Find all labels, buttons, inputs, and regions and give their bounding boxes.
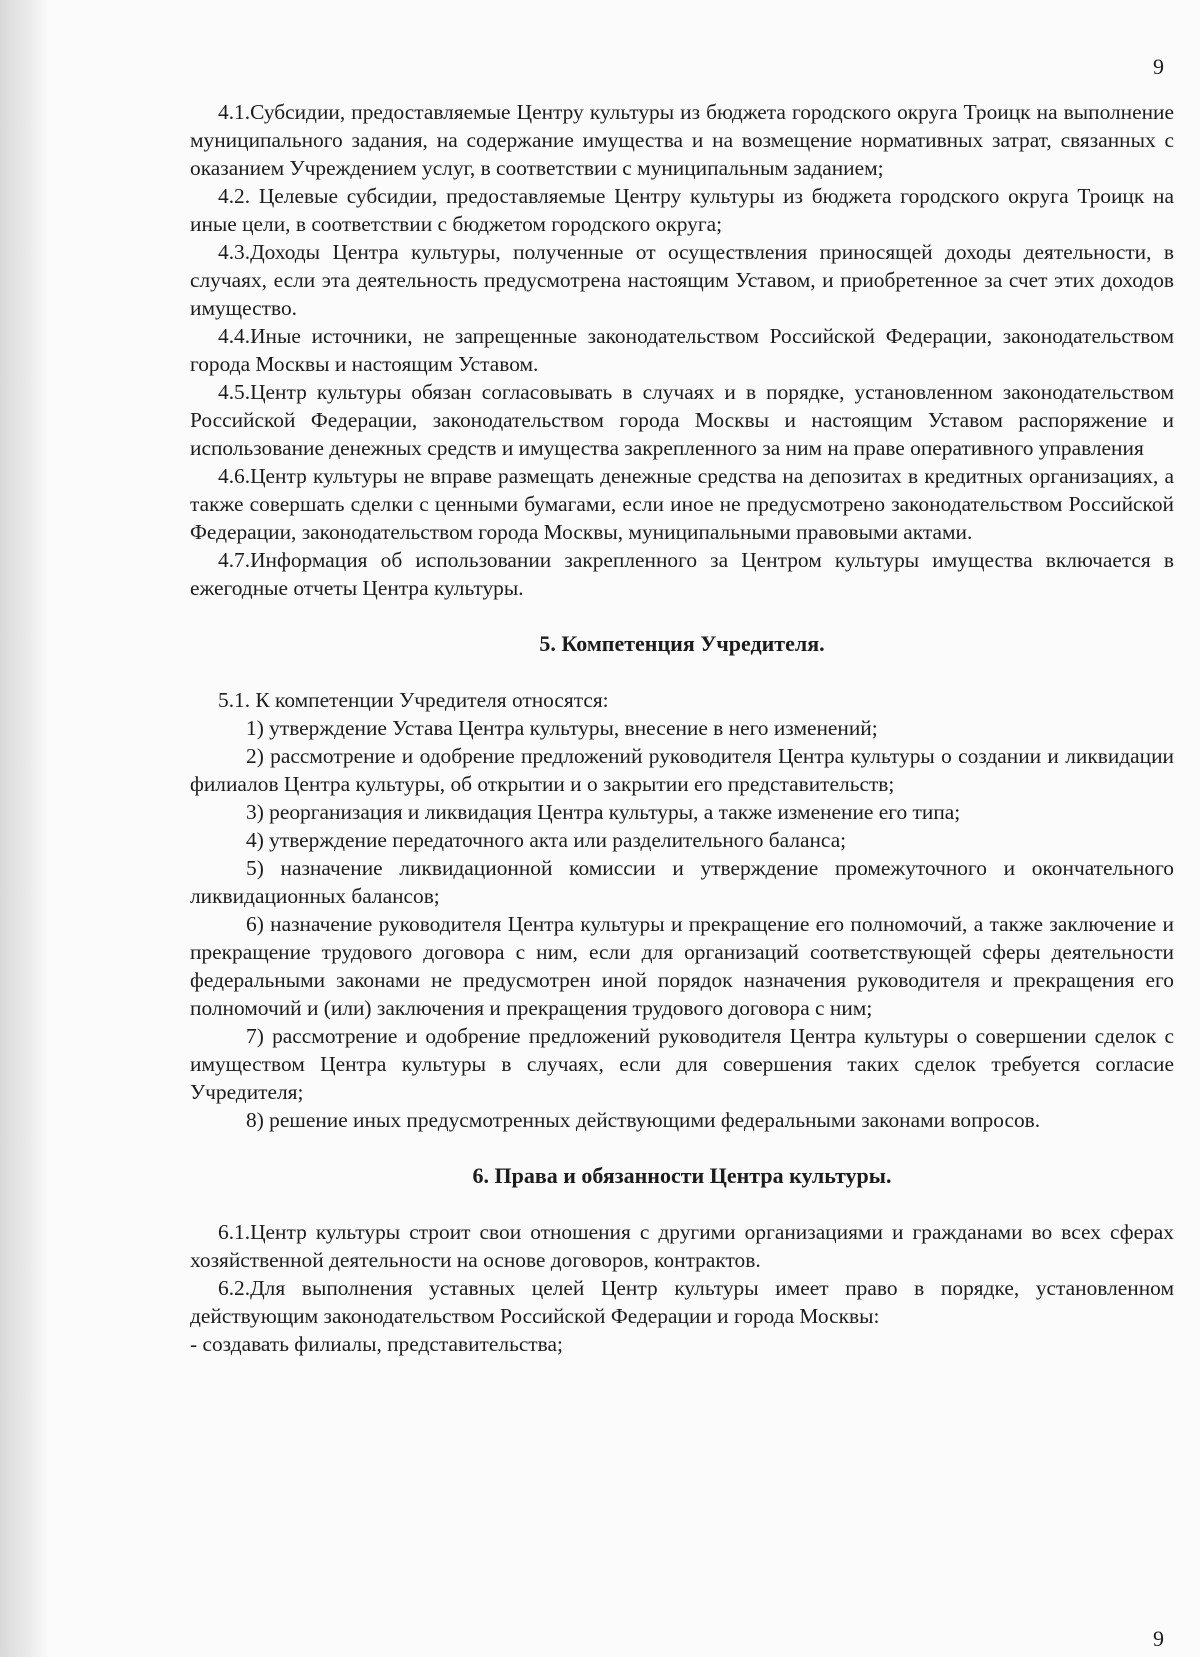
list-item-6-2-1: - создавать филиалы, представительства;	[190, 1332, 563, 1356]
scan-shadow-edge	[0, 0, 48, 1657]
paragraph-4-4: 4.4.Иные источники, не запрещенные законодательством Российской Федерации, законодательством города Москвы и настоящим Уставом.	[190, 324, 1174, 376]
paragraph-5-1: 5.1. К компетенции Учредителя относятся:	[218, 688, 609, 712]
list-item-5-1-5: 5) назначение ликвидационной комиссии и утверждение промежуточного и окончательного ликвидационных балансов;	[190, 856, 1174, 908]
paragraph-4-5: 4.5.Центр культуры обязан согласовывать в случаях и в порядке, установленном законодательством Российской Федерации, законодательством города Москвы и настоящим Уставом распоряжение и использование денежных средств и имущества закрепленного за ним на праве оперативного управления	[190, 380, 1174, 460]
section-5-heading: 5. Компетенция Учредителя.	[539, 631, 825, 656]
list-item-5-1-6: 6) назначение руководителя Центра культуры и прекращение его полномочий, а также заключение и прекращение трудового договора с ним, если для организаций соответствующей сферы деятельности федеральными законами не предусмотрен иной порядок назначения руководителя и прекращения его полномочий и (или) заключения и прекращения трудового договора с ним;	[190, 912, 1174, 1020]
document-body	[190, 98, 1174, 1358]
list-item-5-1-4: 4) утверждение передаточного акта или разделительного баланса;	[246, 828, 847, 852]
paragraph-4-6: 4.6.Центр культуры не вправе размещать денежные средства на депозитах в кредитных организациях, а также совершать сделки с ценными бумагами, если иное не предусмотрено законодательством Российской Федерации, законодательством города Москвы, муниципальными правовыми актами.	[190, 464, 1174, 544]
paragraph-4-3: 4.3.Доходы Центра культуры, полученные от осуществления приносящей доходы деятельности, в случаях, если эта деятельность предусмотрена настоящим Уставом, и приобретенное за счет этих доходов имущество.	[190, 240, 1174, 320]
list-item-5-1-2: 2) рассмотрение и одобрение предложений руководителя Центра культуры о создании и ликвидации филиалов Центра культуры, об открытии и о закрытии его представительств;	[190, 744, 1174, 796]
list-item-5-1-7: 7) рассмотрение и одобрение предложений руководителя Центра культуры о совершении сделок с имуществом Центра культуры в случаях, если для совершения таких сделок требуется согласие Учредителя;	[190, 1024, 1174, 1104]
paragraph-6-1: 6.1.Центр культуры строит свои отношения с другими организациями и гражданами во всех сферах хозяйственной деятельности на основе договоров, контрактов.	[190, 1220, 1174, 1272]
page-number-top: 9	[1153, 54, 1164, 79]
list-item-5-1-3: 3) реорганизация и ликвидация Центра культуры, а также изменение его типа;	[246, 800, 961, 824]
section-6-heading: 6. Права и обязанности Центра культуры.	[472, 1163, 892, 1188]
page-number-bottom: 9	[1153, 1626, 1164, 1651]
list-item-5-1-1: 1) утверждение Устава Центра культуры, внесение в него изменений;	[246, 716, 878, 740]
paragraph-6-2: 6.2.Для выполнения уставных целей Центр культуры имеет право в порядке, установленном действующим законодательством Российской Федерации и города Москвы:	[190, 1276, 1174, 1328]
document-page	[48, 0, 1200, 1657]
paragraph-4-2: 4.2. Целевые субсидии, предоставляемые Центру культуры из бюджета городского округа Троицк на иные цели, в соответствии с бюджетом городского округа;	[190, 184, 1174, 236]
paragraph-4-7: 4.7.Информация об использовании закрепленного за Центром культуры имущества включается в ежегодные отчеты Центра культуры.	[190, 548, 1174, 600]
list-item-5-1-8: 8) решение иных предусмотренных действующими федеральными законами вопросов.	[246, 1108, 1041, 1132]
paragraph-4-1: 4.1.Субсидии, предоставляемые Центру культуры из бюджета городского округа Троицк на выполнение муниципального задания, на содержание имущества и на возмещение нормативных затрат, связанных с оказанием Учреждением услуг, в соответствии с муниципальным заданием;	[190, 100, 1174, 180]
